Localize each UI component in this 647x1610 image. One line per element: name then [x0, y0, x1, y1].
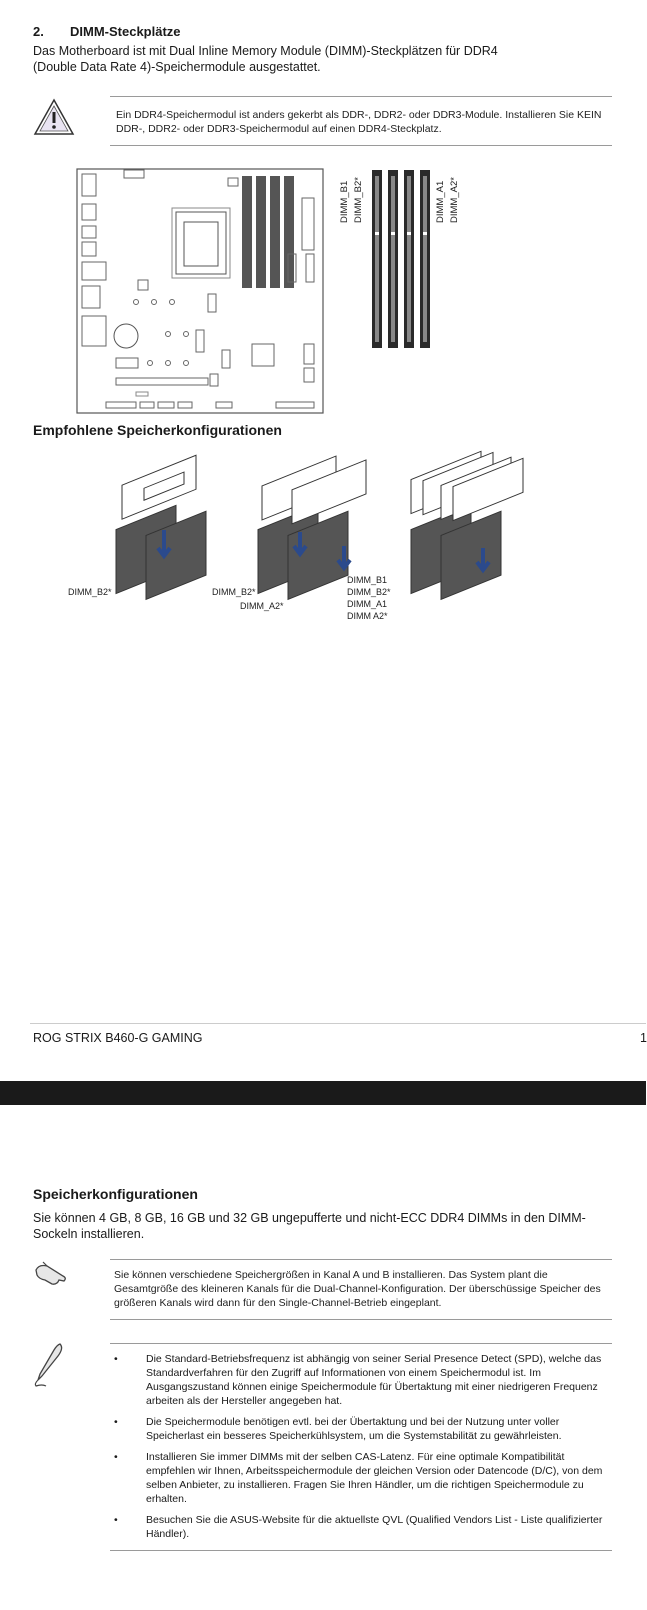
dimm-slot-closeup	[370, 170, 440, 355]
intro-line-1: Das Motherboard ist mit Dual Inline Memory Module (DIMM)-Steckplätzen für DDR4	[33, 44, 498, 58]
intro-line-2: (Double Data Rate 4)-Speichermodule ausgestattet.	[33, 60, 321, 74]
warning-text: Ein DDR4-Speichermodul ist anders gekerbt als DDR-, DDR2- oder DDR3-Module. Installieren Sie KEIN DDR-, DDR2- oder DDR3-Speichermodul auf einen DDR4-Steckplatz.	[116, 109, 602, 135]
config-four-label-a1: DIMM_A1	[347, 599, 388, 609]
page-separator	[0, 1081, 646, 1105]
config-four-label-b1: DIMM_B1	[347, 575, 388, 585]
config-two-label-b2: DIMM_B2*	[212, 587, 256, 597]
slot-label-b2: DIMM_B2*	[353, 177, 364, 223]
slot-label-a1: DIMM_A1	[435, 180, 446, 223]
pen-note-icon	[32, 1342, 66, 1393]
note-item: • Die Standard-Betriebsfrequenz ist abhängig von seiner Serial Presence Detect (SPD), welche das Standardverfahren für den Zugriff auf Informationen von einem Speichermodul ist. Im Ausgangszustand können einige Speichermodule für Übertaktung mit einer niedrigeren Frequenz arbeiten als der Hersteller angegeben hat.	[114, 1352, 612, 1408]
notes-list	[114, 1352, 612, 1548]
memory-config-intro: Sie können 4 GB, 8 GB, 16 GB und 32 GB ungepufferte und nicht-ECC DDR4 DIMMs in den DIMM-Sockeln installieren.	[33, 1211, 586, 1241]
config-four-label-a2: DIMM A2*	[347, 611, 388, 621]
config-four-label-b2: DIMM_B2*	[347, 587, 391, 597]
motherboard-diagram	[76, 168, 324, 419]
page-number: 1	[640, 1031, 647, 1045]
footer-product: ROG STRIX B460-G GAMING	[33, 1031, 203, 1045]
note-item: • Besuchen Sie die ASUS-Website für die aktuellste QVL (Qualified Vendors List - Liste qualifizierter Händler).	[114, 1513, 612, 1541]
slot-label-a2: DIMM_A2*	[449, 177, 460, 223]
config-one-label: DIMM_B2*	[68, 587, 112, 597]
hint-text: Sie können verschiedene Speichergrößen in Kanal A und B installieren. Das System plant die Gesamtgröße des kleineren Kanals für die Dual-Channel-Konfiguration. Der überschüssige Speicher des größeren Kanals wird dann für den Single-Channel-Betrieb eingeplant.	[114, 1269, 601, 1309]
slot-label-b1: DIMM_B1	[339, 180, 350, 223]
hand-pointing-icon	[33, 1260, 73, 1295]
note-item: • Die Speichermodule benötigen evtl. bei der Übertaktung und bei der Nutzung unter voller Speicherlast ein besseres Speicherkühlsystem, um die Systemstabilität zu gewährleisten.	[114, 1415, 612, 1443]
section-title: DIMM-Steckplätze	[70, 24, 181, 39]
config-two-label-a2: DIMM_A2*	[240, 601, 284, 611]
note-item: • Installieren Sie immer DIMMs mit der selben CAS-Latenz. Für eine optimale Kompatibilität empfehlen wir Ihnen, Arbeitsspeichermodule der gleichen Version oder Datencode (D/C), von dem selben Anbieter, zu installieren. Fragen Sie Ihren Händler, um die richtigen Speichermodule zu erhalten.	[114, 1450, 612, 1506]
section-number: 2.	[33, 24, 44, 39]
config-four-dimm	[405, 452, 545, 617]
memory-config-title: Speicherkonfigurationen	[33, 1186, 198, 1202]
warning-triangle-icon	[33, 98, 75, 141]
recommended-title: Empfohlene Speicherkonfigurationen	[33, 422, 282, 438]
